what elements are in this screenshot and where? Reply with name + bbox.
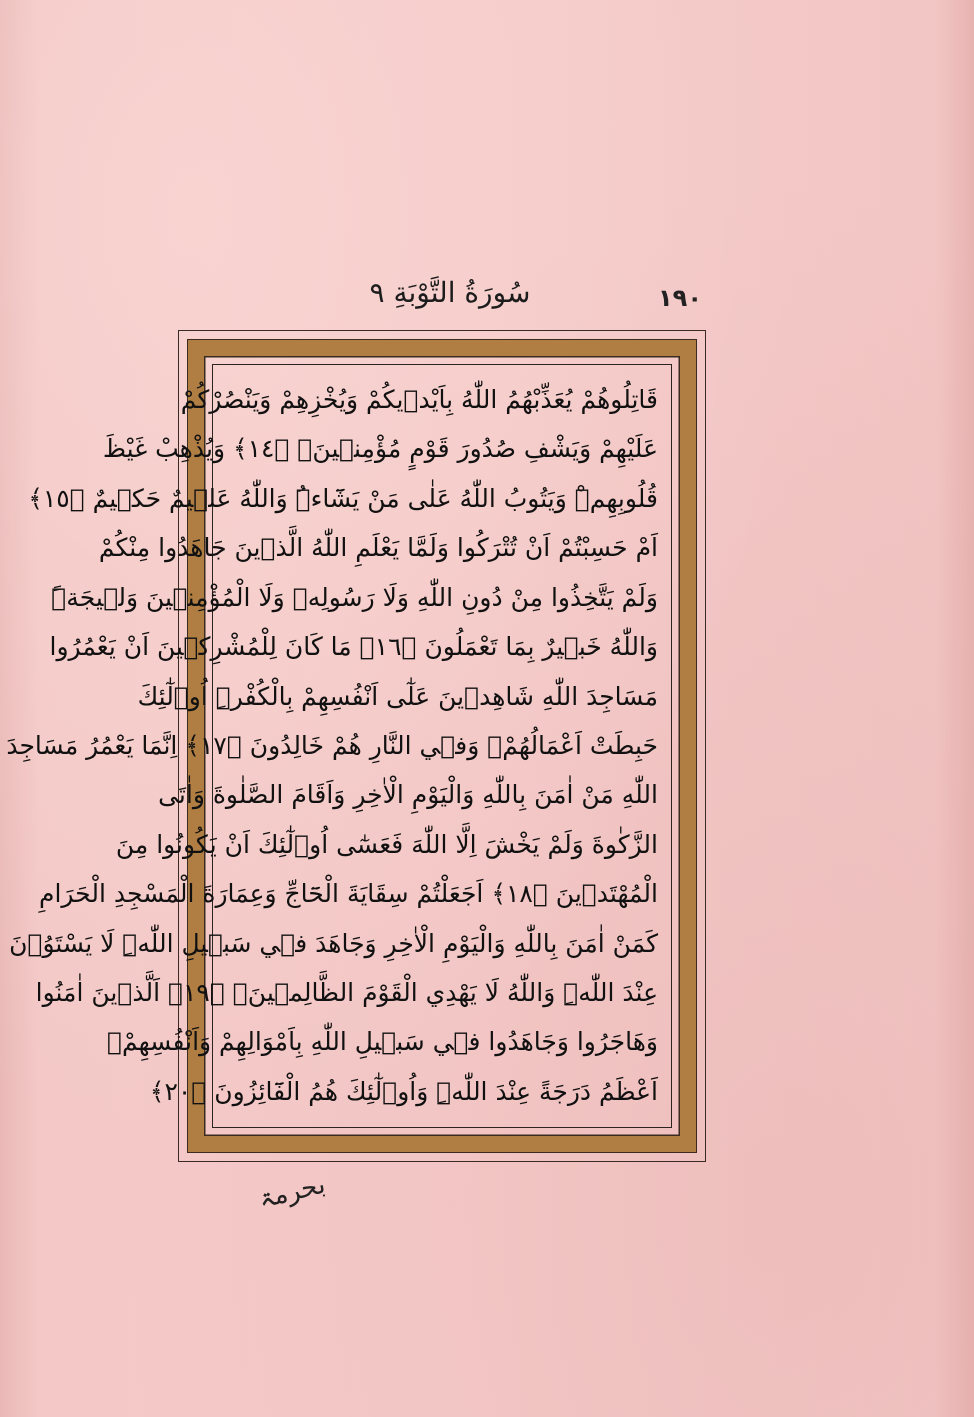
verse-line-14: وَهَاجَرُوا وَجَاهَدُوا ف۪ي سَب۪يلِ اللّٰهِ بِاَمْوَالِهِمْ وَاَنْفُسِهِمْۙ (107, 1027, 658, 1057)
verse-line-1: قَاتِلُوهُمْ يُعَذِّبْهُمُ اللّٰهُ بِاَيْد۪يكُمْ وَيُخْزِهِمْ وَيَنْصُرْكُمْ (180, 385, 658, 414)
verse-line-3: قُلُوبِهِمْۜ وَيَتُوبُ اللّٰهُ عَلٰى مَنْ يَشَٓاءُۜ وَاللّٰهُ عَل۪يمٌ حَك۪يمٌ ﴿١٥﴾ (28, 483, 658, 513)
page-number: ١٩٠ (658, 284, 702, 312)
verse-text-block (6, 378, 658, 1114)
verse-line-7: مَسَاجِدَ اللّٰهِ شَاهِد۪ينَ عَلٰٓى اَنْفُسِهِمْ بِالْكُفْرِۜ اُو۬لٰٓئِكَ (137, 681, 658, 711)
verse-line-11: الْمُهْتَد۪ينَ ﴿١٨﴾ اَجَعَلْتُمْ سِقَايَةَ الْحَٓاجِّ وَعِمَارَةَ الْمَسْجِدِ الْحَرَامِ (38, 879, 658, 909)
verse-line-6: وَاللّٰهُ خَب۪يرٌ بِمَا تَعْمَلُونَ ﴿١٦﴾ مَا كَانَ لِلْمُشْرِك۪ينَ اَنْ يَعْمُرُوا (49, 632, 658, 662)
catchword-signature: بحرمۃ (255, 1169, 329, 1216)
verse-line-5: وَلَمْ يَتَّخِذُوا مِنْ دُونِ اللّٰهِ وَلَا رَسُولِه۪ وَلَا الْمُؤْمِن۪ينَ وَل۪يجَةًۜ (51, 582, 658, 612)
verse-line-13: عِنْدَ اللّٰهِۜ وَاللّٰهُ لَا يَهْدِي الْقَوْمَ الظَّالِم۪ينَۢ ﴿١٩﴾ اَلَّذ۪ينَ اٰمَنُوا (35, 978, 658, 1008)
verse-line-4: اَمْ حَسِبْتُمْ اَنْ تُتْرَكُوا وَلَمَّا يَعْلَمِ اللّٰهُ الَّذ۪ينَ جَاهَدُوا مِنْكُمْ (98, 533, 658, 563)
verse-line-9: اللّٰهِ مَنْ اٰمَنَ بِاللّٰهِ وَالْيَوْمِ الْاٰخِرِ وَاَقَامَ الصَّلٰوةَ وَاٰتَى (158, 780, 658, 810)
surah-title: سُورَةُ التَّوْبَةِ ٩ (369, 276, 531, 309)
verse-line-10: الزَّكٰوةَ وَلَمْ يَخْشَ اِلَّا اللّٰهَ فَعَسٰٓى اُو۬لٰٓئِكَ اَنْ يَكُونُوا مِنَ (115, 829, 658, 859)
verse-line-2: عَلَيْهِمْ وَيَشْفِ صُدُورَ قَوْمٍ مُؤْمِن۪ينَۙ ﴿١٤﴾ وَيُذْهِبْ غَيْظَ (102, 434, 658, 464)
verse-line-8: حَبِطَتْ اَعْمَالُهُمْۚ وَف۪ي النَّارِ هُمْ خَالِدُونَ ﴿١٧﴾ اِنَّمَا يَعْمُرُ مَسَاجِدَ (6, 730, 658, 760)
verse-line-12: كَمَنْ اٰمَنَ بِاللّٰهِ وَالْيَوْمِ الْاٰخِرِ وَجَاهَدَ ف۪ي سَب۪يلِ اللّٰهِۜ لَا يَسْتَوُ۫نَ (9, 928, 658, 958)
verse-line-15: اَعْظَمُ دَرَجَةً عِنْدَ اللّٰهِۜ وَاُو۬لٰٓئِكَ هُمُ الْفَٓائِزُونَ ﴿٢٠﴾ (149, 1076, 658, 1106)
